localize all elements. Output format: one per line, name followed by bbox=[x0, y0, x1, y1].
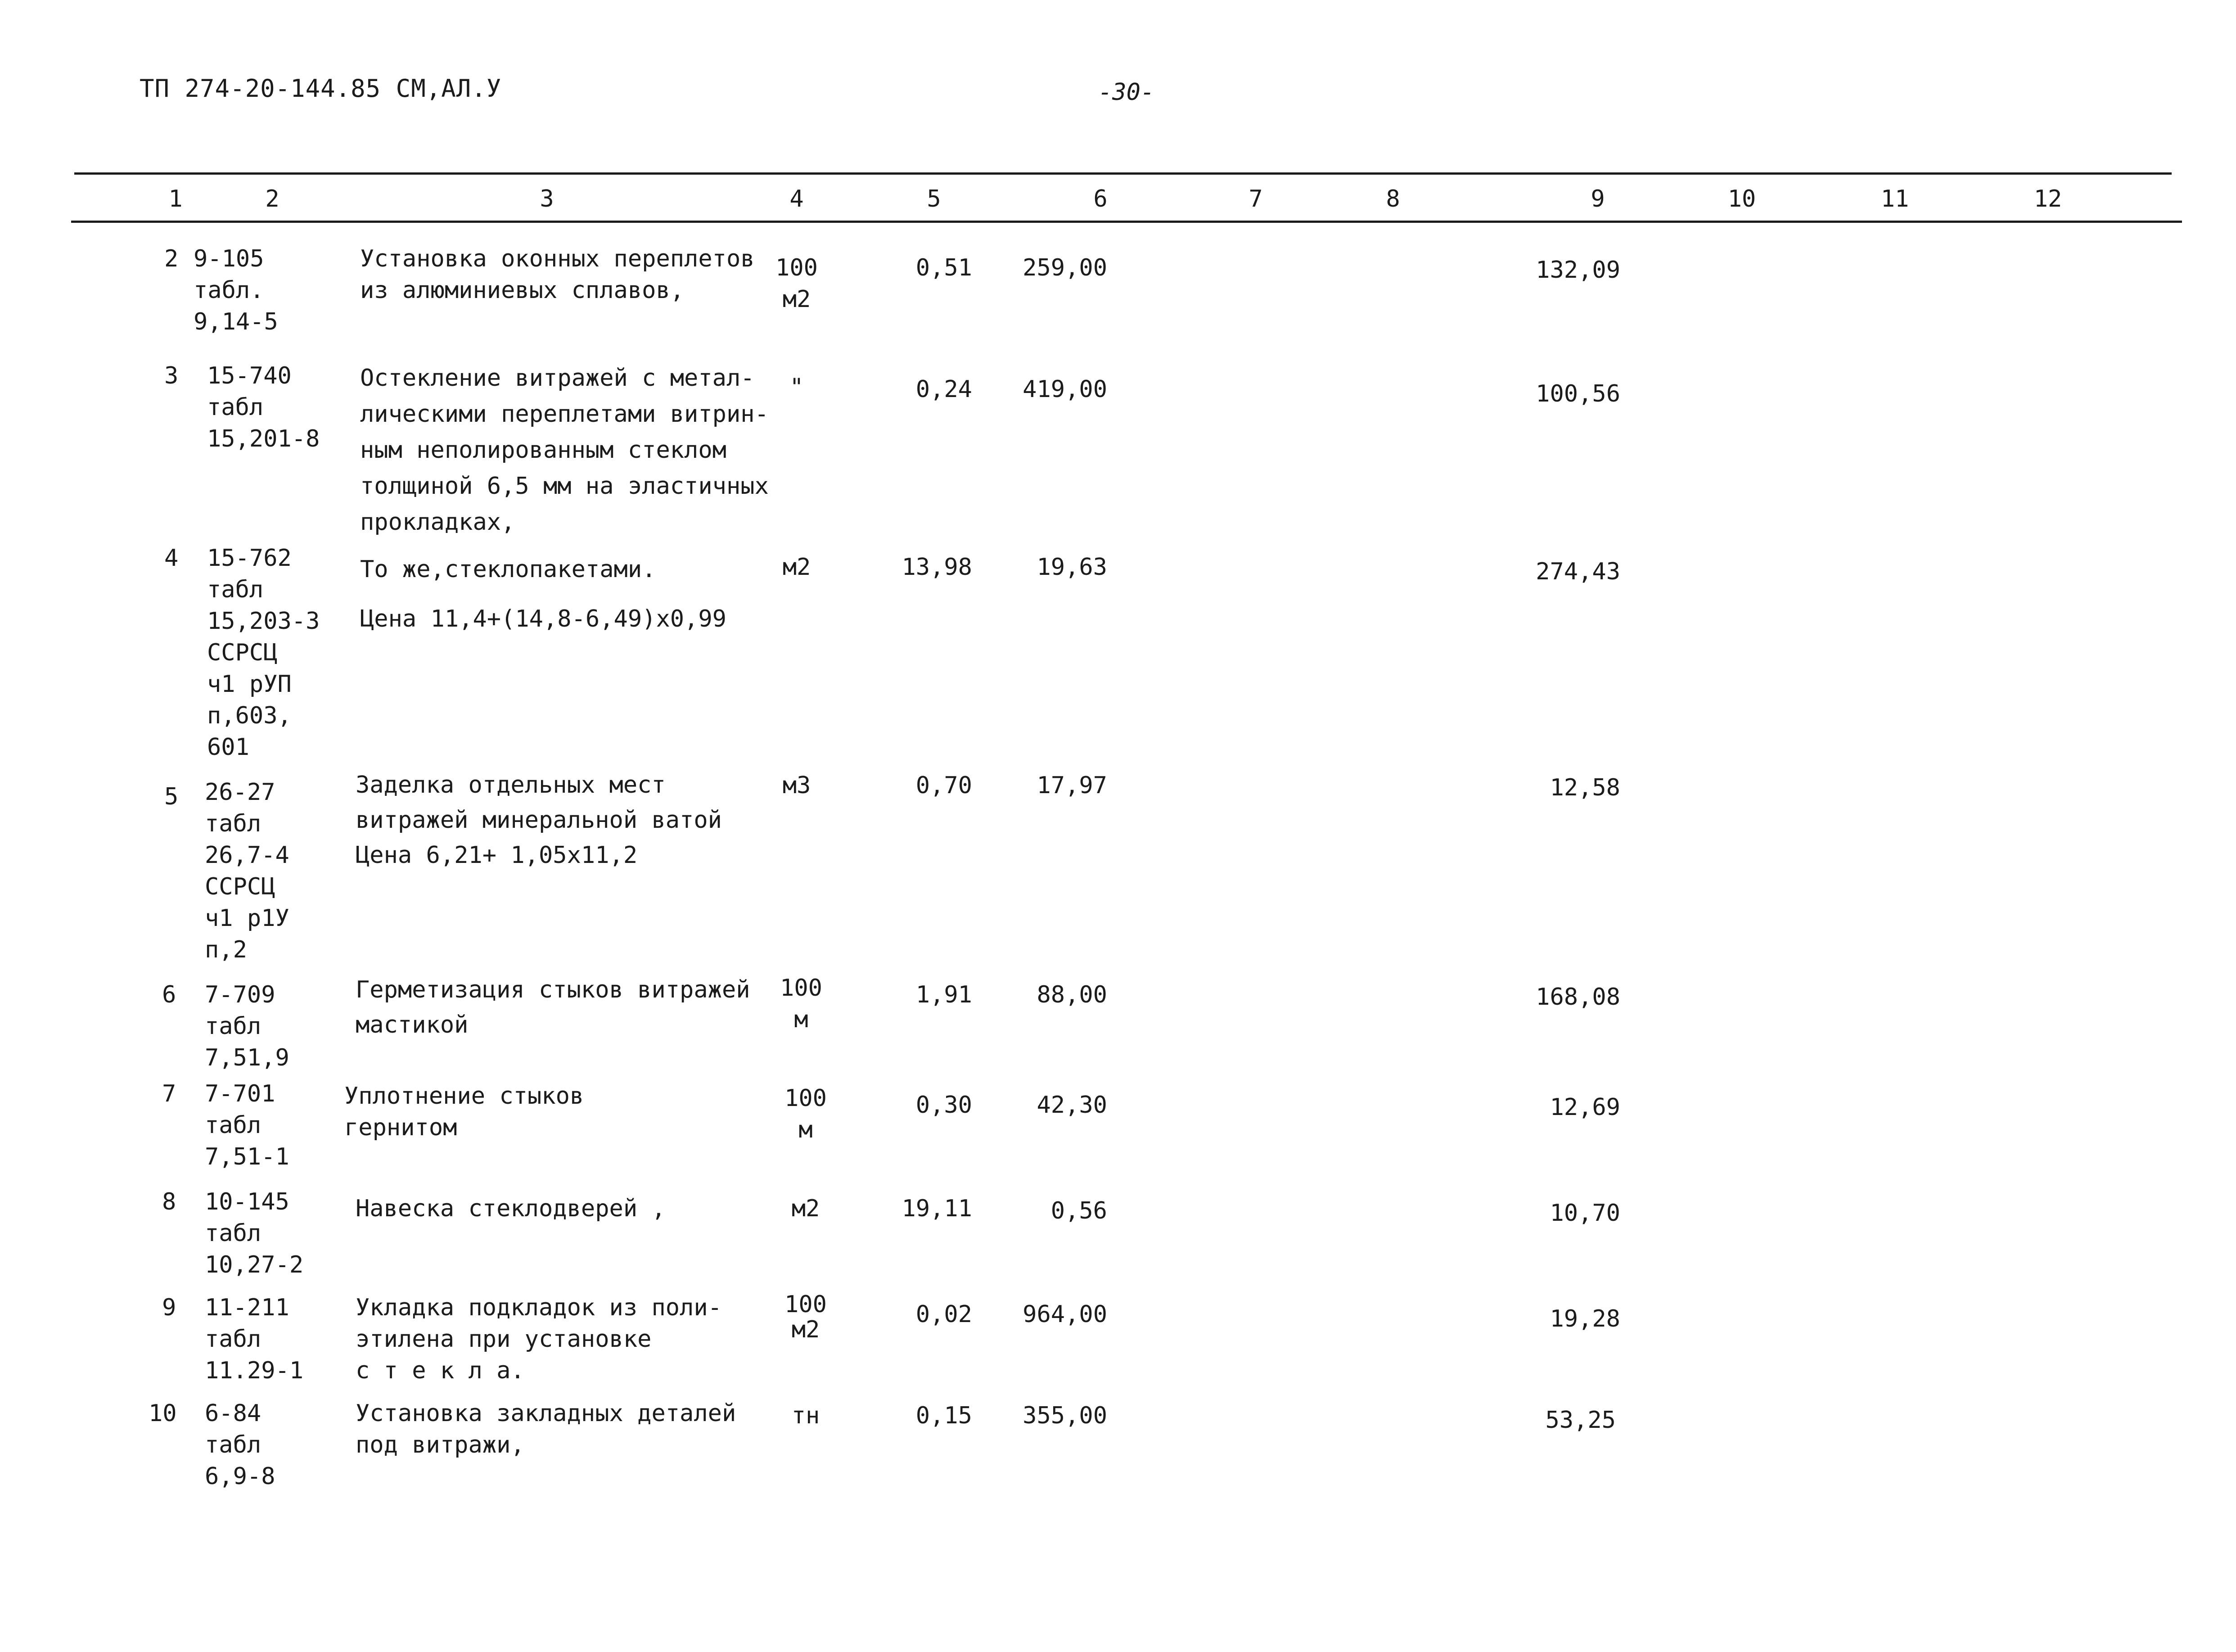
row-number: 3 bbox=[164, 362, 179, 389]
table-header-rule bbox=[71, 221, 2182, 223]
norm-reference: 11-211 табл 11.29-1 bbox=[205, 1294, 304, 1384]
column-header-12: 12 bbox=[2033, 185, 2062, 212]
column-header-1: 1 bbox=[168, 185, 183, 212]
quantity: 0,30 bbox=[915, 1092, 972, 1119]
work-description: То же,стеклопакетами. bbox=[360, 556, 656, 583]
norm-reference: 6-84 табл 6,9-8 bbox=[205, 1400, 275, 1490]
quantity: 0,15 bbox=[915, 1402, 972, 1429]
row-number: 4 bbox=[164, 545, 179, 572]
norm-reference: 15-762 табл 15,203-3 ССРСЦ ч1 рУП п,603, 601 bbox=[207, 545, 320, 761]
unit-price: 964,00 bbox=[1023, 1301, 1107, 1328]
row-number: 7 bbox=[162, 1080, 176, 1107]
quantity: 0,51 bbox=[915, 254, 972, 281]
work-description: Укладка подкладок из поли- этилена при установке с т е к л а. bbox=[356, 1294, 722, 1384]
unit-price: 17,97 bbox=[1037, 772, 1107, 799]
table-top-rule bbox=[74, 172, 2172, 175]
column-header-9: 9 bbox=[1591, 185, 1605, 212]
norm-reference: 15-740 табл 15,201-8 bbox=[207, 362, 320, 452]
total-cost: 168,08 bbox=[1536, 984, 1620, 1011]
work-description: Герметизация стыков витражей мастикой bbox=[356, 976, 750, 1038]
row-number: 8 bbox=[162, 1188, 176, 1215]
column-header-2: 2 bbox=[265, 185, 280, 212]
unit-price: 88,00 bbox=[1037, 981, 1107, 1008]
norm-reference: 10-145 табл 10,27-2 bbox=[205, 1188, 304, 1278]
unit: м2 bbox=[782, 554, 811, 581]
total-cost: 12,58 bbox=[1550, 774, 1620, 801]
row-number: 6 bbox=[162, 981, 176, 1008]
quantity: 0,24 bbox=[915, 376, 972, 403]
total-cost: 10,70 bbox=[1550, 1200, 1620, 1227]
unit: " bbox=[789, 374, 804, 401]
unit-price: 259,00 bbox=[1023, 254, 1107, 281]
quantity: 13,98 bbox=[902, 554, 972, 581]
quantity: 0,02 bbox=[915, 1301, 972, 1328]
total-cost: 53,25 bbox=[1545, 1407, 1616, 1434]
work-description: Уплотнение стыков гернитом bbox=[344, 1083, 584, 1141]
total-cost: 19,28 bbox=[1550, 1305, 1620, 1332]
document-code: ТП 274-20-144.85 СМ,АЛ.У bbox=[140, 74, 502, 103]
unit-price: 19,63 bbox=[1037, 554, 1107, 581]
unit-price: 419,00 bbox=[1023, 376, 1107, 403]
row-number: 10 bbox=[149, 1400, 177, 1427]
column-header-3: 3 bbox=[540, 185, 554, 212]
column-header-4: 4 bbox=[789, 185, 804, 212]
row-number: 5 bbox=[164, 783, 179, 810]
price-formula: Цена 11,4+(14,8-6,49)x0,99 bbox=[360, 605, 726, 632]
norm-reference: 7-709 табл 7,51,9 bbox=[205, 981, 289, 1071]
total-cost: 132,09 bbox=[1536, 257, 1620, 284]
unit: тн bbox=[791, 1402, 820, 1429]
work-description: Остекление витражей с метал- лическими переплетами витрин- ным неполированным стеклом толщиной 6,5 мм на эластичных прокладках, bbox=[360, 365, 769, 536]
work-description: Установка оконных переплетов из алюминиевых сплавов, bbox=[360, 245, 755, 304]
unit: 100 м bbox=[784, 1085, 827, 1143]
row-number: 9 bbox=[162, 1294, 176, 1321]
column-header-5: 5 bbox=[927, 185, 941, 212]
unit-price: 355,00 bbox=[1023, 1402, 1107, 1429]
norm-reference: 7-701 табл 7,51-1 bbox=[205, 1080, 289, 1170]
quantity: 1,91 bbox=[915, 981, 972, 1008]
total-cost: 274,43 bbox=[1536, 558, 1620, 585]
work-description: Установка закладных деталей под витражи, bbox=[356, 1400, 736, 1458]
column-header-8: 8 bbox=[1386, 185, 1400, 212]
page-number: -30- bbox=[1098, 79, 1155, 106]
column-header-7: 7 bbox=[1249, 185, 1263, 212]
unit: м2 bbox=[791, 1195, 820, 1222]
column-header-6: 6 bbox=[1093, 185, 1108, 212]
norm-reference: 26-27 табл 26,7-4 ССРСЦ ч1 р1У п,2 bbox=[205, 779, 289, 963]
total-cost: 100,56 bbox=[1536, 380, 1620, 407]
unit-price: 42,30 bbox=[1037, 1092, 1107, 1119]
work-description: Навеска стеклодверей , bbox=[356, 1195, 666, 1222]
unit: 100 м2 bbox=[784, 1291, 827, 1343]
row-number: 2 bbox=[164, 245, 179, 272]
unit: м3 bbox=[782, 772, 811, 799]
quantity: 0,70 bbox=[915, 772, 972, 799]
work-description: Заделка отдельных мест витражей минеральной ватой Цена 6,21+ 1,05x11,2 bbox=[356, 772, 722, 869]
unit: 100 м bbox=[780, 975, 822, 1033]
unit: 100 м2 bbox=[775, 254, 818, 313]
norm-reference: 9-105 табл. 9,14-5 bbox=[194, 245, 278, 335]
column-header-11: 11 bbox=[1880, 185, 1909, 212]
column-header-10: 10 bbox=[1727, 185, 1756, 212]
total-cost: 12,69 bbox=[1550, 1094, 1620, 1121]
unit-price: 0,56 bbox=[1050, 1197, 1107, 1224]
quantity: 19,11 bbox=[902, 1195, 972, 1222]
